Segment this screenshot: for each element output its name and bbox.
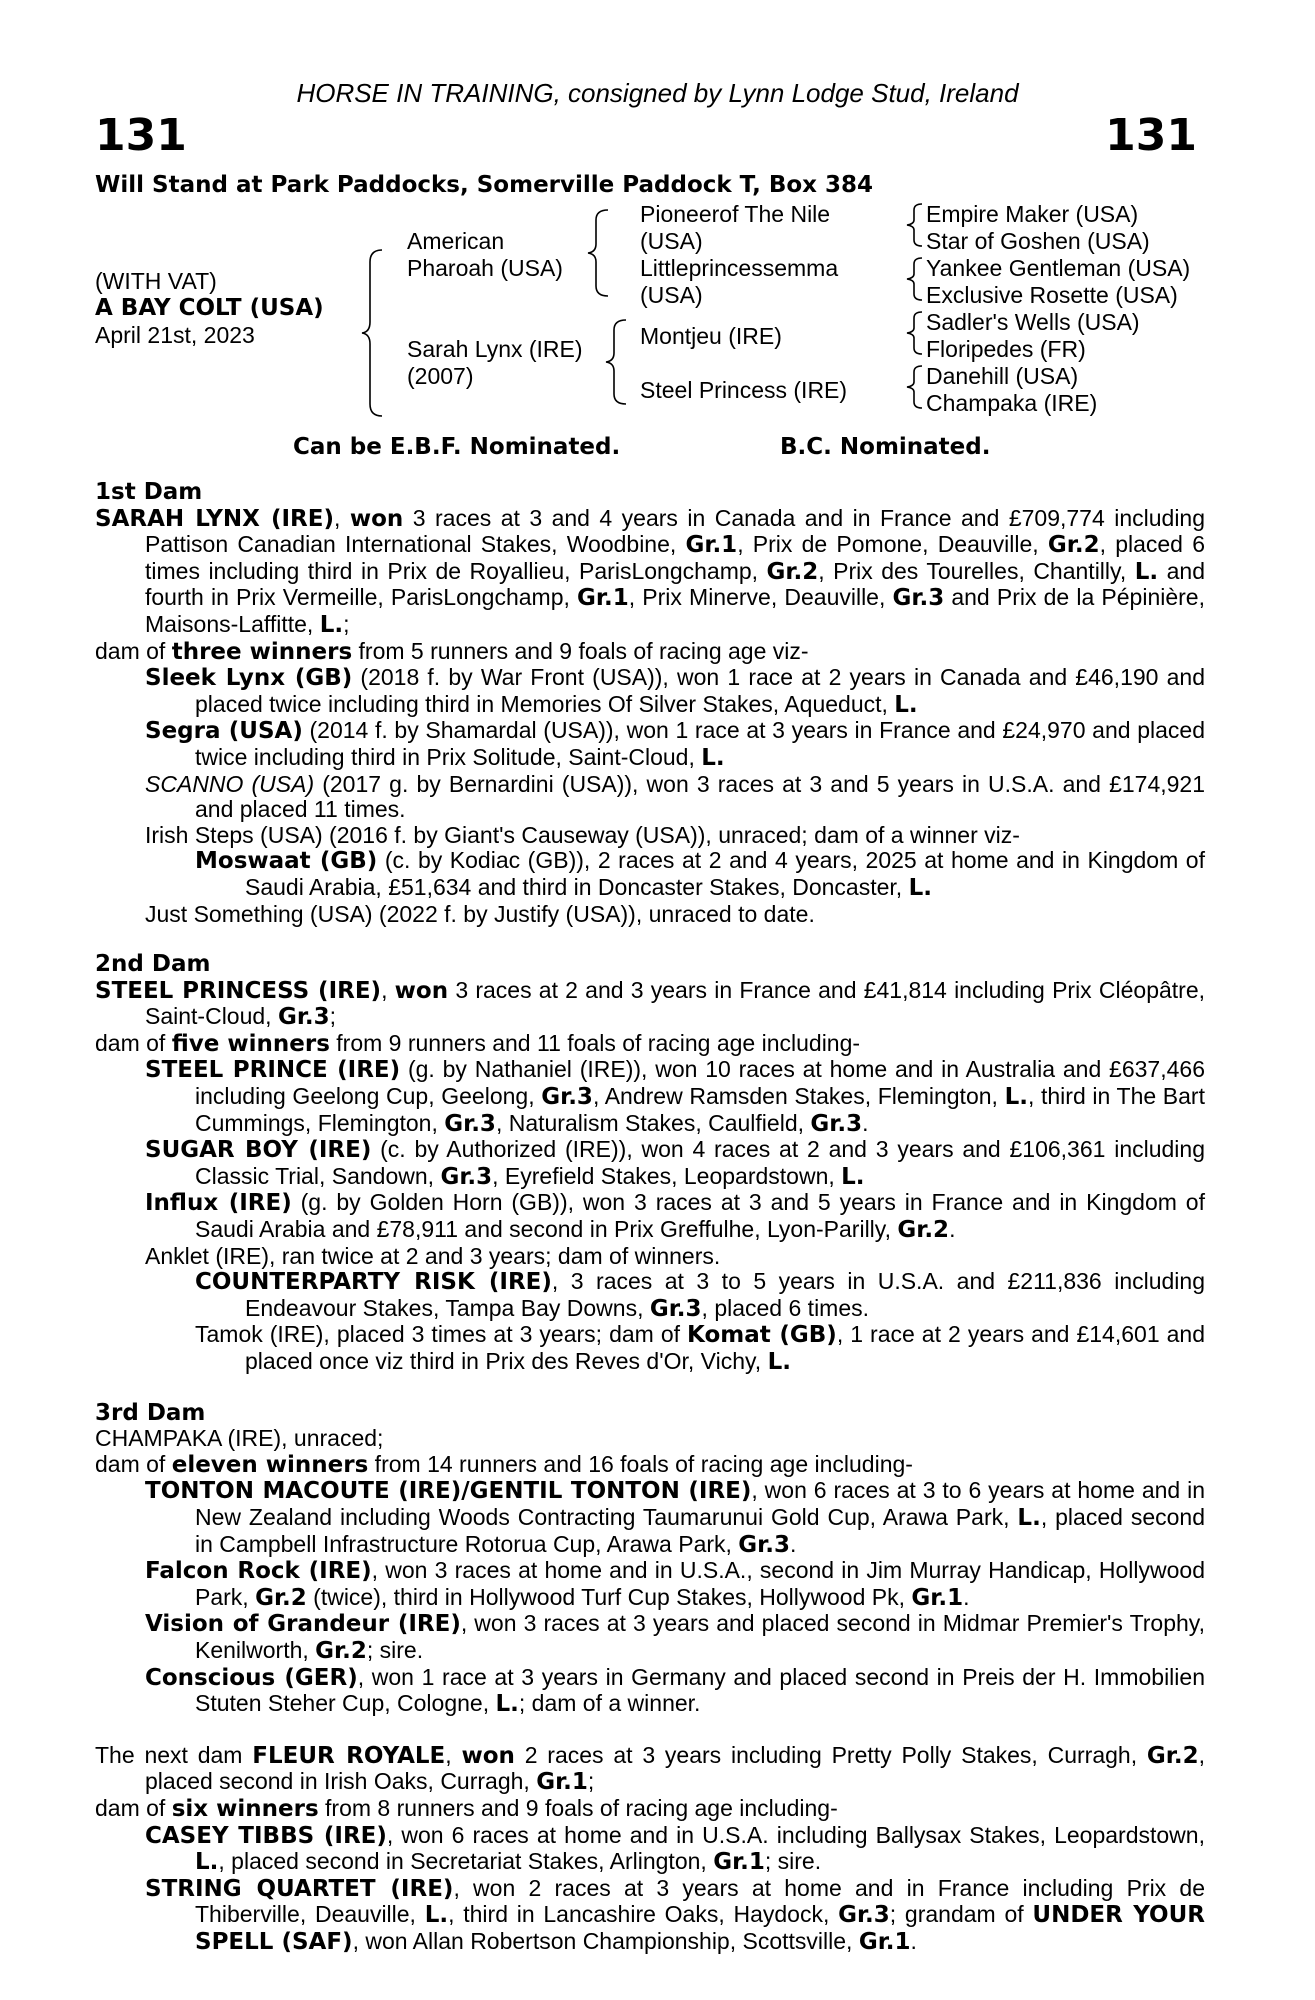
- sire-sire-line2: (USA): [640, 228, 703, 254]
- third-dam-dam-of: [95, 1452, 1205, 1479]
- text: , won 6 races at home and in U.S.A. including Ballysax Stakes, Leopardstown,: [386, 1821, 1205, 1848]
- bold-text: won: [349, 505, 404, 532]
- produce-entry: [95, 1611, 1205, 1664]
- bold-text: Vision of Grandeur (IRE): [145, 1611, 461, 1638]
- bc-nomination: B.C. Nominated.: [780, 434, 991, 460]
- text: , Naturalism Stakes, Caulfield,: [495, 1109, 811, 1136]
- bold-text: Gr.3: [838, 1902, 890, 1929]
- bold-text: Gr.1: [713, 1849, 765, 1876]
- text: .: [789, 1530, 797, 1557]
- foaling-date: April 21st, 2023: [95, 322, 255, 348]
- second-dam-heading: 2nd Dam: [95, 951, 211, 978]
- dam-name-line1: Sarah Lynx (IRE): [407, 336, 583, 362]
- text: , 3 races at 3 to 5 years in U.S.A. and £211,836 including Endeavour Stakes, Tampa Bay Downs,: [245, 1268, 1205, 1321]
- ds-sire: Sadler's Wells (USA): [926, 309, 1140, 335]
- bold-text: STEEL PRINCE (IRE): [145, 1057, 401, 1084]
- bold-text: L.: [1134, 558, 1159, 585]
- bold-text: L.: [908, 874, 932, 901]
- produce-entry: [95, 1558, 1205, 1611]
- bold-text: Gr.3: [892, 585, 945, 612]
- text: (c. by Kodiac (GB)), 2 races at 2 and 4 years, 2025 at home and in Kingdom of Saudi Arabia, £51,634 and third in Doncaster Stakes, Doncaster,: [245, 847, 1205, 900]
- pedigree-brace-ds: [904, 310, 928, 356]
- first-dam-heading: 1st Dam: [95, 479, 203, 505]
- text: (2014 f. by Shamardal (USA)), won 1 race at 3 years in France and £24,970 and placed twice including third in Prix Solitude, Saint-Cloud,: [195, 717, 1205, 770]
- bold-text: L.: [1017, 1504, 1041, 1531]
- bold-text: Gr.3: [444, 1110, 496, 1137]
- text: , won 6 races at 3 to 6 years at home and in New Zealand including Woods Contracting Taumarunui Gold Cup, Arawa Park,: [195, 1477, 1205, 1530]
- bold-text: Conscious (GER): [145, 1664, 358, 1691]
- lot-number-right: 131: [1105, 110, 1197, 161]
- ss-dam: Star of Goshen (USA): [926, 228, 1150, 254]
- bold-text: won: [461, 1742, 515, 1769]
- text: , won 3 races at 3 years and placed second in Midmar Premier's Trophy, Kenilworth,: [195, 1610, 1205, 1663]
- text: ,: [334, 504, 350, 531]
- text: (2017 g. by Bernardini (USA)), won 3 races at 3 and 5 years in U.S.A. and £174,921 and placed 11 times.: [195, 770, 1206, 823]
- bold-text: Segra (USA): [145, 718, 303, 745]
- text: , Eyrefield Stakes, Leopardstown,: [492, 1162, 842, 1189]
- sd-dam: Exclusive Rosette (USA): [926, 282, 1178, 308]
- produce-entry: [95, 1269, 1205, 1322]
- bold-text: Gr.3: [277, 1004, 330, 1031]
- bold-text: UNDER YOUR SPELL (SAF): [195, 1902, 1205, 1955]
- bold-text: Gr.2: [897, 1217, 950, 1244]
- third-dam-heading: 3rd Dam: [95, 1399, 206, 1426]
- bold-text: three winners: [171, 638, 353, 665]
- produce-entry: [95, 823, 1205, 849]
- text: .: [963, 1583, 970, 1610]
- horse-name: A BAY COLT (USA): [95, 295, 324, 321]
- dam-name-line2: (2007): [407, 363, 474, 389]
- second-dam-dam-of: [95, 1031, 1205, 1058]
- text: from 14 runners and 16 foals of racing age including-: [368, 1450, 913, 1477]
- text: The next dam: [95, 1741, 253, 1768]
- text: , won 1 race at 3 years in Germany and placed second in Preis der H. Immobilien Stuten Steher Cup, Cologne,: [195, 1663, 1205, 1717]
- text: , placed 6 times.: [701, 1294, 870, 1321]
- bold-text: Gr.3: [649, 1295, 702, 1322]
- text: 3 races at 2 and 3 years in France and £41,814 including Prix Cléopâtre, Saint-Cloud,: [145, 976, 1206, 1030]
- text: , placed second in Irish Oaks, Curragh,: [145, 1741, 1205, 1795]
- produce-entry: [95, 665, 1205, 718]
- bold-text: L.: [894, 691, 918, 718]
- produce-entry: [95, 1244, 1205, 1270]
- text: ,: [445, 1741, 462, 1768]
- text: from 8 runners and 9 foals of racing age including-: [318, 1794, 838, 1821]
- produce-entry: [95, 1137, 1205, 1190]
- text: , Prix Minerve, Deauville,: [628, 584, 893, 611]
- text: , placed 6 times including third in Prix de Royallieu, ParisLongchamp,: [145, 531, 1205, 584]
- text: dam of: [95, 1794, 172, 1821]
- text: , 1 race at 2 years and £14,601 and placed once viz third in Prix des Reves d'Or, Vichy,: [245, 1321, 1206, 1374]
- next-dam-produce: [95, 1823, 1205, 1956]
- text: dam of: [95, 1029, 172, 1056]
- bold-text: FLEUR ROYALE: [252, 1742, 446, 1769]
- bold-text: Gr.2: [1146, 1742, 1199, 1769]
- bold-text: won: [394, 977, 449, 1004]
- text: , won 2 races at 3 years at home and in France including Prix de Thiberville, Deauville,: [195, 1874, 1205, 1928]
- sire-dam-line2: (USA): [640, 282, 703, 308]
- vat-note: (WITH VAT): [95, 268, 217, 294]
- pedigree-brace-main: [360, 248, 390, 418]
- bold-text: Gr.1: [911, 1584, 964, 1611]
- bold-text: Komat (GB): [687, 1322, 837, 1349]
- text: , won Allan Robertson Championship, Scottsville,: [352, 1927, 859, 1954]
- text: , Prix de Pomone, Deauville,: [737, 531, 1048, 558]
- text: (twice), third in Hollywood Turf Cup Stakes, Hollywood Pk,: [306, 1583, 912, 1610]
- italic-text: SCANNO (USA): [145, 770, 315, 797]
- bold-text: L.: [841, 1163, 865, 1190]
- dd-dam: Champaka (IRE): [926, 390, 1098, 416]
- text: CHAMPAKA (IRE), unraced;: [95, 1425, 384, 1452]
- text: dam of: [95, 637, 172, 664]
- pedigree-brace-ss: [904, 202, 928, 248]
- text: , won 3 races at home and in U.S.A., second in Jim Murray Handicap, Hollywood Park,: [195, 1557, 1205, 1610]
- bold-text: six winners: [171, 1795, 319, 1822]
- text: 3 races at 3 and 4 years in Canada and in France and £709,774 including Pattison Canadian International Stakes, Woodbine,: [145, 504, 1206, 558]
- dam-sire: Montjeu (IRE): [640, 323, 782, 349]
- text: (g. by Nathaniel (IRE)), won 10 races at home and in Australia and £637,466 including Geelong Cup, Geelong,: [195, 1056, 1205, 1110]
- produce-entry: [95, 1665, 1205, 1718]
- first-dam-dam-of: [95, 639, 1205, 666]
- text: Just Something (USA) (2022 f. by Justify (USA)), unraced to date.: [145, 900, 815, 927]
- produce-record: [95, 480, 1205, 1955]
- stand-location: Will Stand at Park Paddocks, Somerville Paddock T, Box 384: [95, 172, 874, 198]
- first-dam-intro: [95, 506, 1205, 639]
- sd-sire: Yankee Gentleman (USA): [926, 255, 1191, 281]
- text: , Andrew Ramsden Stakes, Flemington,: [592, 1083, 1005, 1110]
- second-dam-intro: [95, 978, 1205, 1031]
- text: ; sire.: [764, 1848, 822, 1875]
- sale-title: HORSE IN TRAINING, consigned by Lynn Lodge Stud, Ireland: [296, 78, 1019, 108]
- text: from 9 runners and 11 foals of racing age including-: [329, 1029, 861, 1056]
- sire-name-line2: Pharoah (USA): [407, 255, 563, 281]
- third-dam-produce: [95, 1478, 1205, 1717]
- bold-text: SUGAR BOY (IRE): [145, 1137, 372, 1164]
- text: .: [862, 1109, 869, 1136]
- produce-entry: [95, 848, 1205, 901]
- bold-text: L.: [701, 744, 725, 771]
- bold-text: Gr.1: [577, 585, 629, 612]
- pedigree-brace-dd: [904, 364, 928, 410]
- bold-text: Moswaat (GB): [195, 848, 378, 875]
- text: and Prix de la Pépinière, Maisons-Laffitte,: [145, 584, 1205, 637]
- text: dam of: [95, 1450, 172, 1477]
- bold-text: COUNTERPARTY RISK (IRE): [195, 1269, 552, 1296]
- bold-text: CASEY TIBBS (IRE): [145, 1822, 387, 1849]
- ss-sire: Empire Maker (USA): [926, 201, 1139, 227]
- bold-text: Gr.1: [685, 532, 738, 559]
- text: ,: [381, 976, 395, 1003]
- text: (c. by Authorized (IRE)), won 4 races at 2 and 3 years and £106,361 including Classic Trial, Sandown,: [195, 1136, 1205, 1189]
- bold-text: L.: [1004, 1084, 1028, 1111]
- text: , placed second in Secretariat Stakes, Arlington,: [218, 1848, 714, 1875]
- text: .: [910, 1927, 917, 1954]
- bold-text: STEEL PRINCESS (IRE): [95, 977, 382, 1004]
- bold-text: L.: [767, 1349, 791, 1375]
- text: ; grandam of: [889, 1901, 1033, 1928]
- text: , Prix des Tourelles, Chantilly,: [818, 557, 1135, 584]
- text: (2018 f. by War Front (USA)), won 1 race at 2 years in Canada and £46,190 and placed twice including third in Memories Of Silver Stakes, Aqueduct,: [195, 664, 1205, 717]
- text: Tamok (IRE), placed 3 times at 3 years; dam of: [195, 1321, 688, 1348]
- bold-text: Gr.3: [440, 1163, 493, 1190]
- lot-number-left: 131: [95, 110, 187, 161]
- text: Anklet (IRE), ran twice at 2 and 3 years; dam of winners.: [145, 1242, 721, 1269]
- produce-entry: [95, 1190, 1205, 1243]
- bold-text: Gr.2: [255, 1584, 307, 1611]
- bold-text: L.: [195, 1849, 219, 1876]
- text: ; sire.: [366, 1636, 424, 1663]
- next-dam-intro: [95, 1743, 1205, 1796]
- next-dam-dam-of: [95, 1796, 1205, 1823]
- third-dam-intro: [95, 1426, 1205, 1452]
- bold-text: Gr.2: [1047, 532, 1100, 559]
- bold-text: Gr.2: [766, 558, 819, 585]
- bold-text: Gr.3: [810, 1110, 863, 1137]
- sire-dam-line1: Littleprincessemma: [640, 255, 839, 281]
- text: Irish Steps (USA) (2016 f. by Giant's Causeway (USA)), unraced; dam of a winner viz-: [145, 821, 1020, 848]
- text: , third in The Bart Cummings, Flemington,: [195, 1083, 1205, 1136]
- bold-text: TONTON MACOUTE (IRE)/GENTIL TONTON (IRE): [145, 1478, 752, 1505]
- text: .: [949, 1216, 956, 1243]
- text: ;: [343, 610, 350, 637]
- bold-text: L.: [495, 1691, 519, 1718]
- text: ;: [587, 1768, 595, 1795]
- sire-sire-line1: Pioneerof The Nile: [640, 201, 831, 227]
- bold-text: Sleek Lynx (GB): [145, 665, 353, 692]
- produce-entry: [95, 1478, 1205, 1558]
- bold-text: eleven winners: [171, 1451, 369, 1478]
- first-dam-produce: [95, 665, 1205, 927]
- bold-text: Falcon Rock (IRE): [145, 1558, 372, 1585]
- sire-name-line1: American: [407, 228, 505, 254]
- pedigree-brace-dam: [604, 318, 634, 406]
- dd-sire: Danehill (USA): [926, 363, 1079, 389]
- bold-text: Gr.1: [858, 1928, 911, 1955]
- dam-dam: Steel Princess (IRE): [640, 377, 848, 403]
- produce-entry: [95, 1057, 1205, 1137]
- text: and fourth in Prix Vermeille, ParisLongchamp,: [145, 557, 1205, 611]
- bold-text: Gr.3: [738, 1531, 790, 1558]
- bold-text: L.: [319, 611, 344, 638]
- pedigree-brace-sd: [904, 256, 928, 302]
- text: from 5 runners and 9 foals of racing age viz-: [352, 637, 809, 664]
- bold-text: STRING QUARTET (IRE): [145, 1875, 454, 1902]
- produce-entry: [95, 902, 1205, 928]
- text: ; dam of a winner.: [518, 1690, 701, 1717]
- produce-entry: [95, 1322, 1205, 1375]
- second-dam-produce: [95, 1057, 1205, 1375]
- bold-text: five winners: [171, 1030, 330, 1057]
- bold-text: Gr.1: [536, 1769, 588, 1796]
- text: 2 races at 3 years including Pretty Polly Stakes, Curragh,: [514, 1741, 1147, 1768]
- bold-text: Gr.3: [541, 1084, 593, 1111]
- text: , third in Lancashire Oaks, Haydock,: [448, 1901, 839, 1928]
- bold-text: SARAH LYNX (IRE): [95, 505, 334, 532]
- ebf-nomination: Can be E.B.F. Nominated.: [293, 434, 621, 460]
- produce-entry: [95, 1823, 1205, 1876]
- bold-text: Gr.2: [315, 1637, 367, 1664]
- text: ;: [329, 1003, 337, 1030]
- produce-entry: [95, 718, 1205, 771]
- ds-dam: Floripedes (FR): [926, 336, 1086, 362]
- bold-text: Influx (IRE): [145, 1190, 292, 1217]
- text: , placed second in Campbell Infrastructure Rotorua Cup, Arawa Park,: [195, 1503, 1205, 1557]
- produce-entry: [95, 772, 1205, 823]
- bold-text: L.: [424, 1902, 449, 1929]
- pedigree-brace-sire: [586, 208, 616, 298]
- text: (g. by Golden Horn (GB)), won 3 races at 3 and 5 years in France and in Kingdom of Saudi Arabia and £78,911 and second in Prix Greffulhe, Lyon-Parilly,: [195, 1189, 1205, 1243]
- produce-entry: [95, 1876, 1205, 1956]
